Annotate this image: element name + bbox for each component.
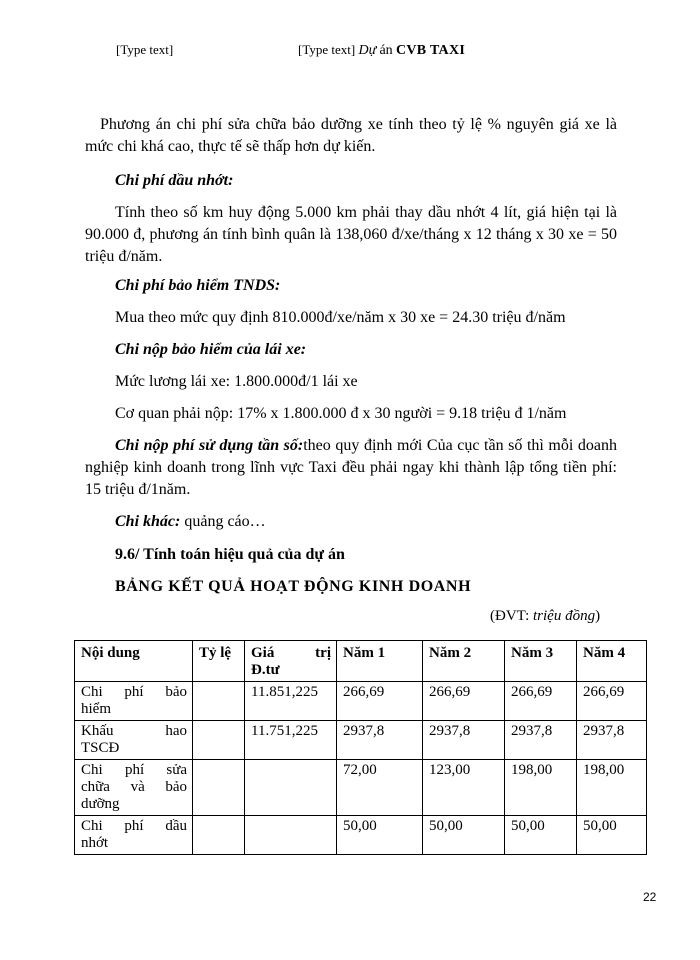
row-investment-value: 11.751,225	[245, 721, 337, 760]
row-label	[75, 816, 193, 855]
frequency-fee-paragraph	[85, 435, 617, 501]
row-year-4: 50,00	[577, 816, 647, 855]
table-row	[75, 816, 647, 855]
table-row	[75, 760, 647, 816]
row-label	[75, 760, 193, 816]
other-cost-title: Chi khác:	[115, 513, 181, 530]
row-year-3: 2937,8	[505, 721, 577, 760]
row-label-line: chữa và bảo	[81, 779, 187, 795]
unit-value: triệu đồng	[533, 608, 596, 624]
row-rate	[193, 760, 245, 816]
row-rate	[193, 816, 245, 855]
header-year-2: Năm 2	[423, 641, 505, 682]
unit-note	[490, 608, 600, 625]
header-center	[298, 42, 465, 59]
row-rate	[193, 721, 245, 760]
header-project-word-2: án	[379, 43, 393, 58]
unit-suffix: )	[595, 608, 601, 624]
business-results-table	[74, 640, 647, 855]
other-cost-text: quảng cáo…	[180, 513, 266, 530]
row-year-4: 2937,8	[577, 721, 647, 760]
oil-cost-text: Tính theo số km huy động 5.000 km phải thay dầu nhớt 4 lít, giá hiện tại là 90.000 đ, phương án tính bình quân là 138,060 đ/xe/tháng x 12 tháng x 30 xe = 50 triệu đ/năm.	[85, 204, 617, 265]
row-label-line: Chi phí bảo	[81, 684, 187, 700]
oil-cost-title: Chi phí dầu nhớt:	[115, 172, 234, 189]
table-header-row	[75, 641, 647, 682]
row-year-1: 50,00	[337, 816, 423, 855]
frequency-fee-text: theo quy định mới Của cục tần số thì mỗi doanh nghiệp kinh doanh trong lĩnh vực Taxi đều phải ngay khi thành lập tổng tiền phí: 15 triệu đ/1năm.	[85, 437, 617, 498]
header-value-line2: Đ.tư	[251, 662, 280, 678]
section-heading: 9.6/ Tính toán hiệu quả của dự án	[115, 546, 345, 563]
row-year-3: 198,00	[505, 760, 577, 816]
row-label-line: nhớt	[81, 835, 109, 851]
header-project-word-1: Dự	[358, 43, 377, 58]
header-investment-value	[245, 641, 337, 682]
header-center-placeholder: [Type text]	[298, 42, 356, 57]
row-investment-value: 11.851,225	[245, 682, 337, 721]
driver-agency-text: Cơ quan phải nộp: 17% x 1.800.000 đ x 30 người = 9.18 triệu đ 1/năm	[115, 405, 567, 422]
table-row	[75, 682, 647, 721]
header-value-line1: Giá trị	[251, 645, 331, 661]
row-investment-value	[245, 760, 337, 816]
row-year-2: 50,00	[423, 816, 505, 855]
header-rate: Tỷ lệ	[193, 641, 245, 682]
row-label-line: Khấu hao	[81, 723, 187, 739]
row-year-1: 266,69	[337, 682, 423, 721]
row-rate	[193, 682, 245, 721]
header-year-1: Năm 1	[337, 641, 423, 682]
row-investment-value	[245, 816, 337, 855]
row-year-4: 198,00	[577, 760, 647, 816]
row-label-line: hiểm	[81, 701, 111, 717]
row-label	[75, 721, 193, 760]
other-cost-line	[115, 511, 617, 533]
row-year-3: 266,69	[505, 682, 577, 721]
row-label	[75, 682, 193, 721]
row-year-2: 2937,8	[423, 721, 505, 760]
driver-insurance-title: Chi nộp bảo hiểm của lái xe:	[115, 341, 307, 358]
row-label-line: dưỡng	[81, 796, 120, 812]
header-year-4: Năm 4	[577, 641, 647, 682]
paragraph-repair-cost: Phương án chi phí sửa chữa bảo dưỡng xe tính theo tỷ lệ % nguyên giá xe là mức chi khá cao, thực tế sẽ thấp hơn dự kiến.	[85, 116, 617, 155]
row-label-line: Chi phí dầu	[81, 818, 187, 834]
row-year-1: 2937,8	[337, 721, 423, 760]
row-year-4: 266,69	[577, 682, 647, 721]
row-year-1: 72,00	[337, 760, 423, 816]
unit-prefix: (ĐVT:	[490, 608, 533, 624]
row-label-line: TSCĐ	[81, 740, 120, 756]
table-title: BẢNG KẾT QUẢ HOẠT ĐỘNG KINH DOANH	[115, 578, 472, 595]
table-row	[75, 721, 647, 760]
row-year-2: 266,69	[423, 682, 505, 721]
header-left-placeholder: [Type text]	[116, 42, 174, 57]
row-year-3: 50,00	[505, 816, 577, 855]
driver-salary-text: Mức lương lái xe: 1.800.000đ/1 lái xe	[115, 373, 358, 390]
insurance-text: Mua theo mức quy định 810.000đ/xe/năm x 30 xe = 24.30 triệu đ/năm	[115, 309, 566, 326]
insurance-title: Chi phí bảo hiểm TNDS:	[115, 277, 281, 294]
row-label-line: Chi phí sửa	[81, 762, 187, 778]
row-year-2: 123,00	[423, 760, 505, 816]
page-number: 22	[643, 890, 657, 904]
header-content: Nội dung	[75, 641, 193, 682]
header-project-name: CVB TAXI	[395, 43, 466, 58]
header-year-3: Năm 3	[505, 641, 577, 682]
frequency-fee-title: Chi nộp phí sử dụng tần số:	[115, 437, 304, 454]
